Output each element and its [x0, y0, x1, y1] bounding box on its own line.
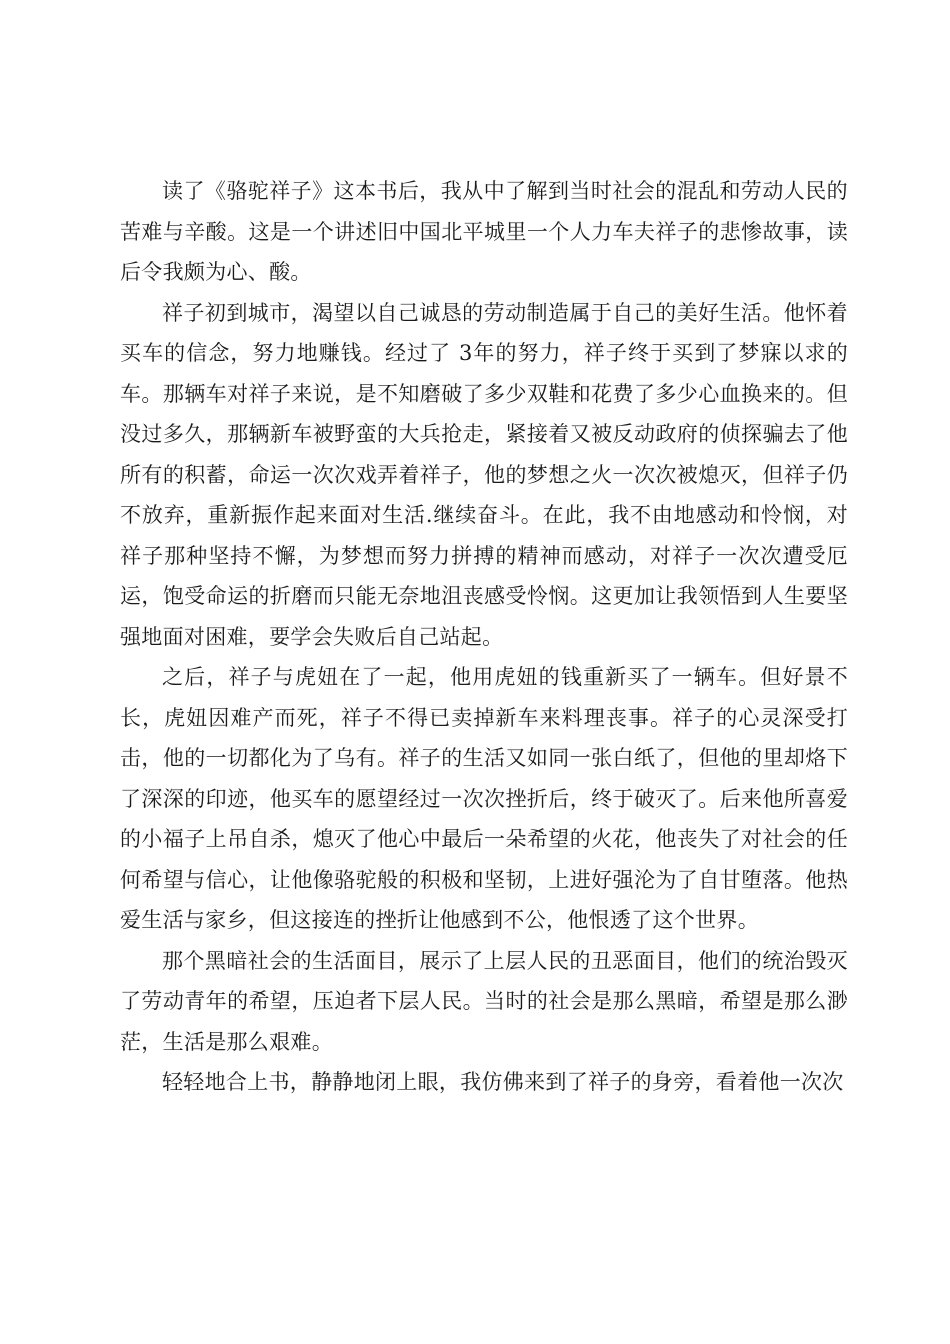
essay-body	[120, 171, 848, 1103]
paragraph: 那个黑暗社会的生活面目，展示了上层人民的丑恶面目，他们的统治毁灭了劳动青年的希望，压迫者下层人民。当时的社会是那么黑暗，希望是那么渺茫，生活是那么艰难。	[120, 948, 848, 1054]
paragraph: 之后，祥子与虎妞在了一起，他用虎妞的钱重新买了一辆车。但好景不长，虎妞因难产而死，祥子不得已卖掉新车来料理丧事。祥子的心灵深受打击，他的一切都化为了乌有。祥子的生活又如同一张白纸了，但他的里却烙下了深深的印迹，他买车的愿望经过一次次挫折后，终于破灭了。后来他所喜爱的小福子上吊自杀，熄灭了他心中最后一朵希望的火花，他丧失了对社会的任何希望与信心，让他像骆驼般的积极和坚韧，上进好强沦为了自甘堕落。他热爱生活与家乡，但这接连的挫折让他感到不公，他恨透了这个世界。	[120, 665, 848, 932]
paragraph: 轻轻地合上书，静静地闭上眼，我仿佛来到了祥子的身旁，看着他一次次	[162, 1070, 844, 1094]
paragraph: 读了《骆驼祥子》这本书后，我从中了解到当时社会的混乱和劳动人民的苦难与辛酸。这是一个讲述旧中国北平城里一个人力车夫祥子的悲惨故事，读后令我颇为心、酸。	[120, 179, 848, 284]
paragraph: 祥子初到城市，渴望以自己诚恳的劳动制造属于自己的美好生活。他怀着买车的信念，努力地赚钱。经过了 3年的努力，祥子终于买到了梦寐以求的车。那辆车对祥子来说，是不知磨破了多少双鞋和花费了多少心血换来的。但没过多久，那辆新车被野蛮的大兵抢走，紧接着又被反动政府的侦探骗去了他所有的积蓄，命运一次次戏弄着祥子，他的梦想之火一次次被熄灭，但祥子仍不放弃，重新振作起来面对生活.继续奋斗。在此，我不由地感动和怜悯，对祥子那种坚持不懈，为梦想而努力拼搏的精神而感动，对祥子一次次遭受厄运，饱受命运的折磨而只能无奈地沮丧感受怜悯。这更加让我领悟到人生要坚强地面对困难，要学会失败后自己站起。	[120, 300, 848, 649]
